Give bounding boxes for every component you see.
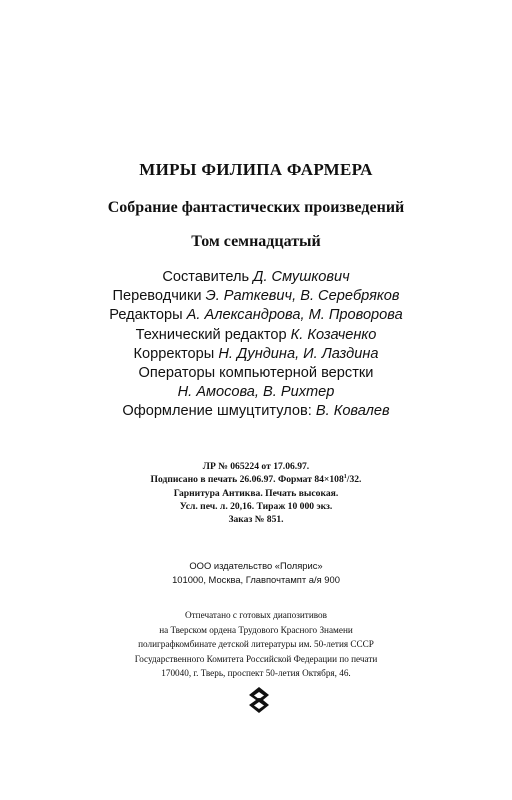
printer-line: Отпечатано с готовых диапозитивов [185, 610, 327, 620]
license-line: ЛР № 065224 от 17.06.97. [202, 461, 310, 472]
printer-line: на Тверском ордена Трудового Красного Знамени [159, 624, 353, 635]
publisher-block [0, 559, 512, 587]
credit-line: Операторы компьютерной верстки [138, 365, 374, 382]
printer-line: полиграфкомбинате детской литературы им. 50-летия СССР [138, 639, 374, 649]
book-series-title: МИРЫ ФИЛИПА ФАРМЕРА [139, 160, 373, 179]
printer-block [0, 608, 512, 681]
printer-line: 170040, г. Тверь, проспект 50-летия Октября, 46. [161, 668, 351, 678]
order-line: Заказ № 851. [228, 514, 284, 526]
credit-line: Технический редактор К. Козаченко [135, 326, 377, 343]
publisher-name: ООО издательство «Полярис» [189, 560, 323, 571]
credit-line: Н. Амосова, В. Рихтер [177, 384, 335, 401]
credits-block [0, 268, 512, 422]
credit-line: Оформление шмуцтитулов: В. Ковалев [122, 403, 390, 420]
printer-line: Государственного Комитета Российской Федерации по печати [134, 653, 378, 664]
credit-line: Редакторы А. Александрова, М. Проворова [109, 307, 403, 324]
credit-line: Корректоры Н. Дундина, И. Лаздина [133, 345, 379, 362]
credit-line: Переводчики Э. Раткевич, В. Серебряков [112, 288, 400, 305]
volume-label: Том семнадцатый [191, 233, 321, 250]
signed-format-line: Подписано в печать 26.06.97. Формат $84\times 108^1/32$. [150, 474, 362, 486]
typeface-line: Гарнитура Антиква. Печать высокая. [173, 487, 339, 499]
imprint-block [0, 460, 512, 526]
publisher-address: 101000, Москва, Главпочтампт а/я 900 [172, 574, 340, 585]
credit-line: Составитель Д. Смушкович [162, 269, 350, 285]
collection-subtitle: Собрание фантастических произведений [107, 199, 405, 216]
sheets-line: Усл. печ. л. 20,16. Тираж 10 000 экз. [179, 500, 333, 512]
printer-logo-icon [248, 686, 270, 714]
